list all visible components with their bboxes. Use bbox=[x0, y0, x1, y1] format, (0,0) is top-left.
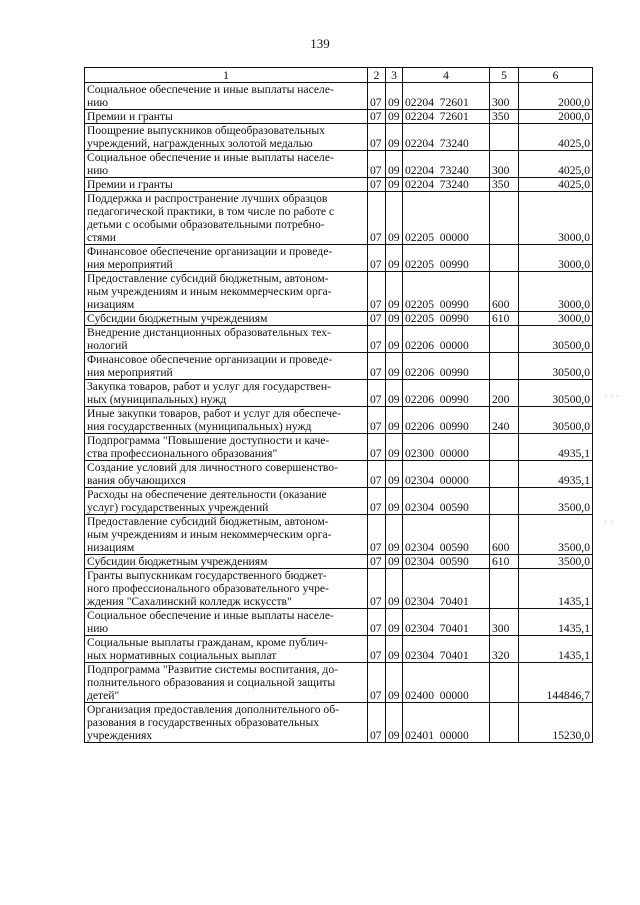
scan-artifact: · · bbox=[604, 517, 614, 528]
row-expense-type: 320 bbox=[490, 636, 519, 663]
row-section: 07 bbox=[368, 488, 386, 515]
row-expense-type bbox=[490, 434, 519, 461]
row-section: 07 bbox=[368, 110, 386, 124]
table-row bbox=[85, 83, 593, 110]
row-name: Финансовое обеспечение организации и проведе- ния мероприятий bbox=[85, 245, 368, 272]
row-subsection: 09 bbox=[386, 272, 403, 312]
row-amount: 3000,0 bbox=[519, 192, 593, 245]
row-name: Организация предоставления дополнительного об- разования в государственных образовательных учреждениях bbox=[85, 703, 368, 743]
row-name: Социальное обеспечение и иные выплаты населе- нию bbox=[85, 151, 368, 178]
row-name: Предоставление субсидий бюджетным, автоном- ным учреждениям и иным некоммерческим орга- низациям bbox=[85, 272, 368, 312]
row-name: Социальное обеспечение и иные выплаты населе- нию bbox=[85, 609, 368, 636]
row-target-code: 02205 00000 bbox=[403, 192, 490, 245]
column-header-4: 4 bbox=[403, 68, 490, 83]
row-subsection: 09 bbox=[386, 636, 403, 663]
row-section: 07 bbox=[368, 178, 386, 192]
row-subsection: 09 bbox=[386, 178, 403, 192]
row-amount: 3500,0 bbox=[519, 488, 593, 515]
table-row bbox=[85, 515, 593, 555]
row-expense-type bbox=[490, 569, 519, 609]
row-section: 07 bbox=[368, 434, 386, 461]
row-target-code: 02300 00000 bbox=[403, 434, 490, 461]
row-target-code: 02304 00590 bbox=[403, 555, 490, 569]
table-row bbox=[85, 178, 593, 192]
row-section: 07 bbox=[368, 555, 386, 569]
row-section: 07 bbox=[368, 124, 386, 151]
row-section: 07 bbox=[368, 461, 386, 488]
row-subsection: 09 bbox=[386, 569, 403, 609]
row-expense-type: 300 bbox=[490, 151, 519, 178]
row-expense-type: 300 bbox=[490, 609, 519, 636]
row-amount: 1435,1 bbox=[519, 569, 593, 609]
row-expense-type bbox=[490, 488, 519, 515]
page-number: 139 bbox=[310, 36, 330, 51]
row-subsection: 09 bbox=[386, 434, 403, 461]
row-subsection: 09 bbox=[386, 312, 403, 326]
row-name: Субсидии бюджетным учреждениям bbox=[85, 312, 368, 326]
row-expense-type: 350 bbox=[490, 178, 519, 192]
row-amount: 3000,0 bbox=[519, 245, 593, 272]
header-row bbox=[85, 68, 593, 83]
table-row bbox=[85, 192, 593, 245]
table-row bbox=[85, 488, 593, 515]
row-section: 07 bbox=[368, 407, 386, 434]
row-target-code: 02206 00990 bbox=[403, 407, 490, 434]
table-row bbox=[85, 151, 593, 178]
table-row bbox=[85, 434, 593, 461]
row-name: Премии и гранты bbox=[85, 178, 368, 192]
row-subsection: 09 bbox=[386, 663, 403, 703]
row-section: 07 bbox=[368, 609, 386, 636]
row-expense-type: 240 bbox=[490, 407, 519, 434]
column-header-1: 1 bbox=[85, 68, 368, 83]
row-amount: 1435,1 bbox=[519, 636, 593, 663]
row-expense-type bbox=[490, 663, 519, 703]
budget-table bbox=[84, 67, 593, 743]
row-target-code: 02206 00990 bbox=[403, 353, 490, 380]
row-section: 07 bbox=[368, 83, 386, 110]
row-subsection: 09 bbox=[386, 407, 403, 434]
row-amount: 144846,7 bbox=[519, 663, 593, 703]
row-subsection: 09 bbox=[386, 609, 403, 636]
row-name: Социальные выплаты гражданам, кроме публич- ных нормативных социальных выплат bbox=[85, 636, 368, 663]
row-section: 07 bbox=[368, 569, 386, 609]
row-subsection: 09 bbox=[386, 353, 403, 380]
table-row bbox=[85, 555, 593, 569]
row-name: Премии и гранты bbox=[85, 110, 368, 124]
row-amount: 30500,0 bbox=[519, 353, 593, 380]
row-amount: 4935,1 bbox=[519, 434, 593, 461]
row-name: Внедрение дистанционных образовательных тех- нологий bbox=[85, 326, 368, 353]
table-row bbox=[85, 407, 593, 434]
row-expense-type bbox=[490, 461, 519, 488]
row-section: 07 bbox=[368, 515, 386, 555]
row-target-code: 02304 70401 bbox=[403, 636, 490, 663]
row-target-code: 02204 73240 bbox=[403, 151, 490, 178]
table-row bbox=[85, 461, 593, 488]
row-target-code: 02401 00000 bbox=[403, 703, 490, 743]
row-name: Создание условий для личностного совершенство- вания обучающихся bbox=[85, 461, 368, 488]
row-section: 07 bbox=[368, 192, 386, 245]
table-row bbox=[85, 663, 593, 703]
row-name: Субсидии бюджетным учреждениям bbox=[85, 555, 368, 569]
row-target-code: 02205 00990 bbox=[403, 312, 490, 326]
row-subsection: 09 bbox=[386, 326, 403, 353]
row-expense-type bbox=[490, 353, 519, 380]
row-name: Расходы на обеспечение деятельности (оказание услуг) государственных учреждений bbox=[85, 488, 368, 515]
row-section: 07 bbox=[368, 272, 386, 312]
row-target-code: 02400 00000 bbox=[403, 663, 490, 703]
row-subsection: 09 bbox=[386, 555, 403, 569]
table-row bbox=[85, 353, 593, 380]
row-target-code: 02206 00000 bbox=[403, 326, 490, 353]
row-expense-type: 600 bbox=[490, 272, 519, 312]
table-row bbox=[85, 312, 593, 326]
table-row bbox=[85, 272, 593, 312]
row-target-code: 02304 00590 bbox=[403, 488, 490, 515]
row-target-code: 02204 73240 bbox=[403, 178, 490, 192]
row-amount: 2000,0 bbox=[519, 83, 593, 110]
row-name: Поддержка и распространение лучших образцов педагогической практики, в том числе по работе с детьми с особыми образовательными потребно- стями bbox=[85, 192, 368, 245]
row-section: 07 bbox=[368, 380, 386, 407]
table-row bbox=[85, 703, 593, 743]
column-header-5: 5 bbox=[490, 68, 519, 83]
row-subsection: 09 bbox=[386, 192, 403, 245]
row-section: 07 bbox=[368, 151, 386, 178]
row-target-code: 02304 70401 bbox=[403, 609, 490, 636]
row-section: 07 bbox=[368, 663, 386, 703]
table-row bbox=[85, 245, 593, 272]
row-amount: 4935,1 bbox=[519, 461, 593, 488]
scan-artifact: · · · bbox=[604, 392, 619, 403]
row-expense-type: 350 bbox=[490, 110, 519, 124]
table-row bbox=[85, 124, 593, 151]
row-subsection: 09 bbox=[386, 380, 403, 407]
row-name: Закупка товаров, работ и услуг для государствен- ных (муниципальных) нужд bbox=[85, 380, 368, 407]
table-row bbox=[85, 609, 593, 636]
row-section: 07 bbox=[368, 353, 386, 380]
row-target-code: 02205 00990 bbox=[403, 272, 490, 312]
row-expense-type bbox=[490, 245, 519, 272]
table-row bbox=[85, 636, 593, 663]
table-row bbox=[85, 380, 593, 407]
row-amount: 3500,0 bbox=[519, 555, 593, 569]
row-section: 07 bbox=[368, 245, 386, 272]
column-header-2: 2 bbox=[368, 68, 386, 83]
row-target-code: 02204 72601 bbox=[403, 110, 490, 124]
row-amount: 30500,0 bbox=[519, 380, 593, 407]
row-section: 07 bbox=[368, 636, 386, 663]
row-section: 07 bbox=[368, 312, 386, 326]
row-expense-type: 610 bbox=[490, 312, 519, 326]
row-section: 07 bbox=[368, 326, 386, 353]
table-row bbox=[85, 569, 593, 609]
row-amount: 30500,0 bbox=[519, 407, 593, 434]
row-name: Предоставление субсидий бюджетным, автоном- ным учреждениям и иным некоммерческим орга- низациям bbox=[85, 515, 368, 555]
row-expense-type bbox=[490, 703, 519, 743]
row-expense-type: 200 bbox=[490, 380, 519, 407]
row-expense-type bbox=[490, 326, 519, 353]
row-section: 07 bbox=[368, 703, 386, 743]
row-target-code: 02304 00590 bbox=[403, 515, 490, 555]
row-amount: 3500,0 bbox=[519, 515, 593, 555]
row-subsection: 09 bbox=[386, 124, 403, 151]
row-name: Гранты выпускникам государственного бюджет- ного профессионального образовательного учре- ждения "Сахалинский колледж искусств" bbox=[85, 569, 368, 609]
row-subsection: 09 bbox=[386, 515, 403, 555]
row-name: Поощрение выпускников общеобразовательных учреждений, награжденных золотой медалью bbox=[85, 124, 368, 151]
row-name: Финансовое обеспечение организации и проведе- ния мероприятий bbox=[85, 353, 368, 380]
row-subsection: 09 bbox=[386, 110, 403, 124]
row-subsection: 09 bbox=[386, 151, 403, 178]
row-amount: 4025,0 bbox=[519, 178, 593, 192]
row-expense-type bbox=[490, 192, 519, 245]
table-row bbox=[85, 326, 593, 353]
row-name: Подпрограмма "Развитие системы воспитания, до- полнительного образования и социальной защиты детей" bbox=[85, 663, 368, 703]
row-amount: 3000,0 bbox=[519, 312, 593, 326]
row-expense-type: 600 bbox=[490, 515, 519, 555]
row-target-code: 02205 00990 bbox=[403, 245, 490, 272]
row-target-code: 02204 73240 bbox=[403, 124, 490, 151]
row-amount: 4025,0 bbox=[519, 124, 593, 151]
row-subsection: 09 bbox=[386, 83, 403, 110]
row-target-code: 02304 70401 bbox=[403, 569, 490, 609]
row-target-code: 02304 00000 bbox=[403, 461, 490, 488]
row-subsection: 09 bbox=[386, 461, 403, 488]
row-name: Иные закупки товаров, работ и услуг для обеспече- ния государственных (муниципальных) нужд bbox=[85, 407, 368, 434]
row-amount: 4025,0 bbox=[519, 151, 593, 178]
row-expense-type: 300 bbox=[490, 83, 519, 110]
row-amount: 2000,0 bbox=[519, 110, 593, 124]
row-target-code: 02204 72601 bbox=[403, 83, 490, 110]
table-row bbox=[85, 110, 593, 124]
row-name: Подпрограмма "Повышение доступности и каче- ства профессионального образования" bbox=[85, 434, 368, 461]
row-expense-type: 610 bbox=[490, 555, 519, 569]
row-name: Социальное обеспечение и иные выплаты населе- нию bbox=[85, 83, 368, 110]
row-amount: 15230,0 bbox=[519, 703, 593, 743]
row-subsection: 09 bbox=[386, 488, 403, 515]
row-amount: 30500,0 bbox=[519, 326, 593, 353]
row-amount: 3000,0 bbox=[519, 272, 593, 312]
row-target-code: 02206 00990 bbox=[403, 380, 490, 407]
column-header-3: 3 bbox=[386, 68, 403, 83]
row-amount: 1435,1 bbox=[519, 609, 593, 636]
column-header-6: 6 bbox=[519, 68, 593, 83]
row-expense-type bbox=[490, 124, 519, 151]
row-subsection: 09 bbox=[386, 703, 403, 743]
row-subsection: 09 bbox=[386, 245, 403, 272]
